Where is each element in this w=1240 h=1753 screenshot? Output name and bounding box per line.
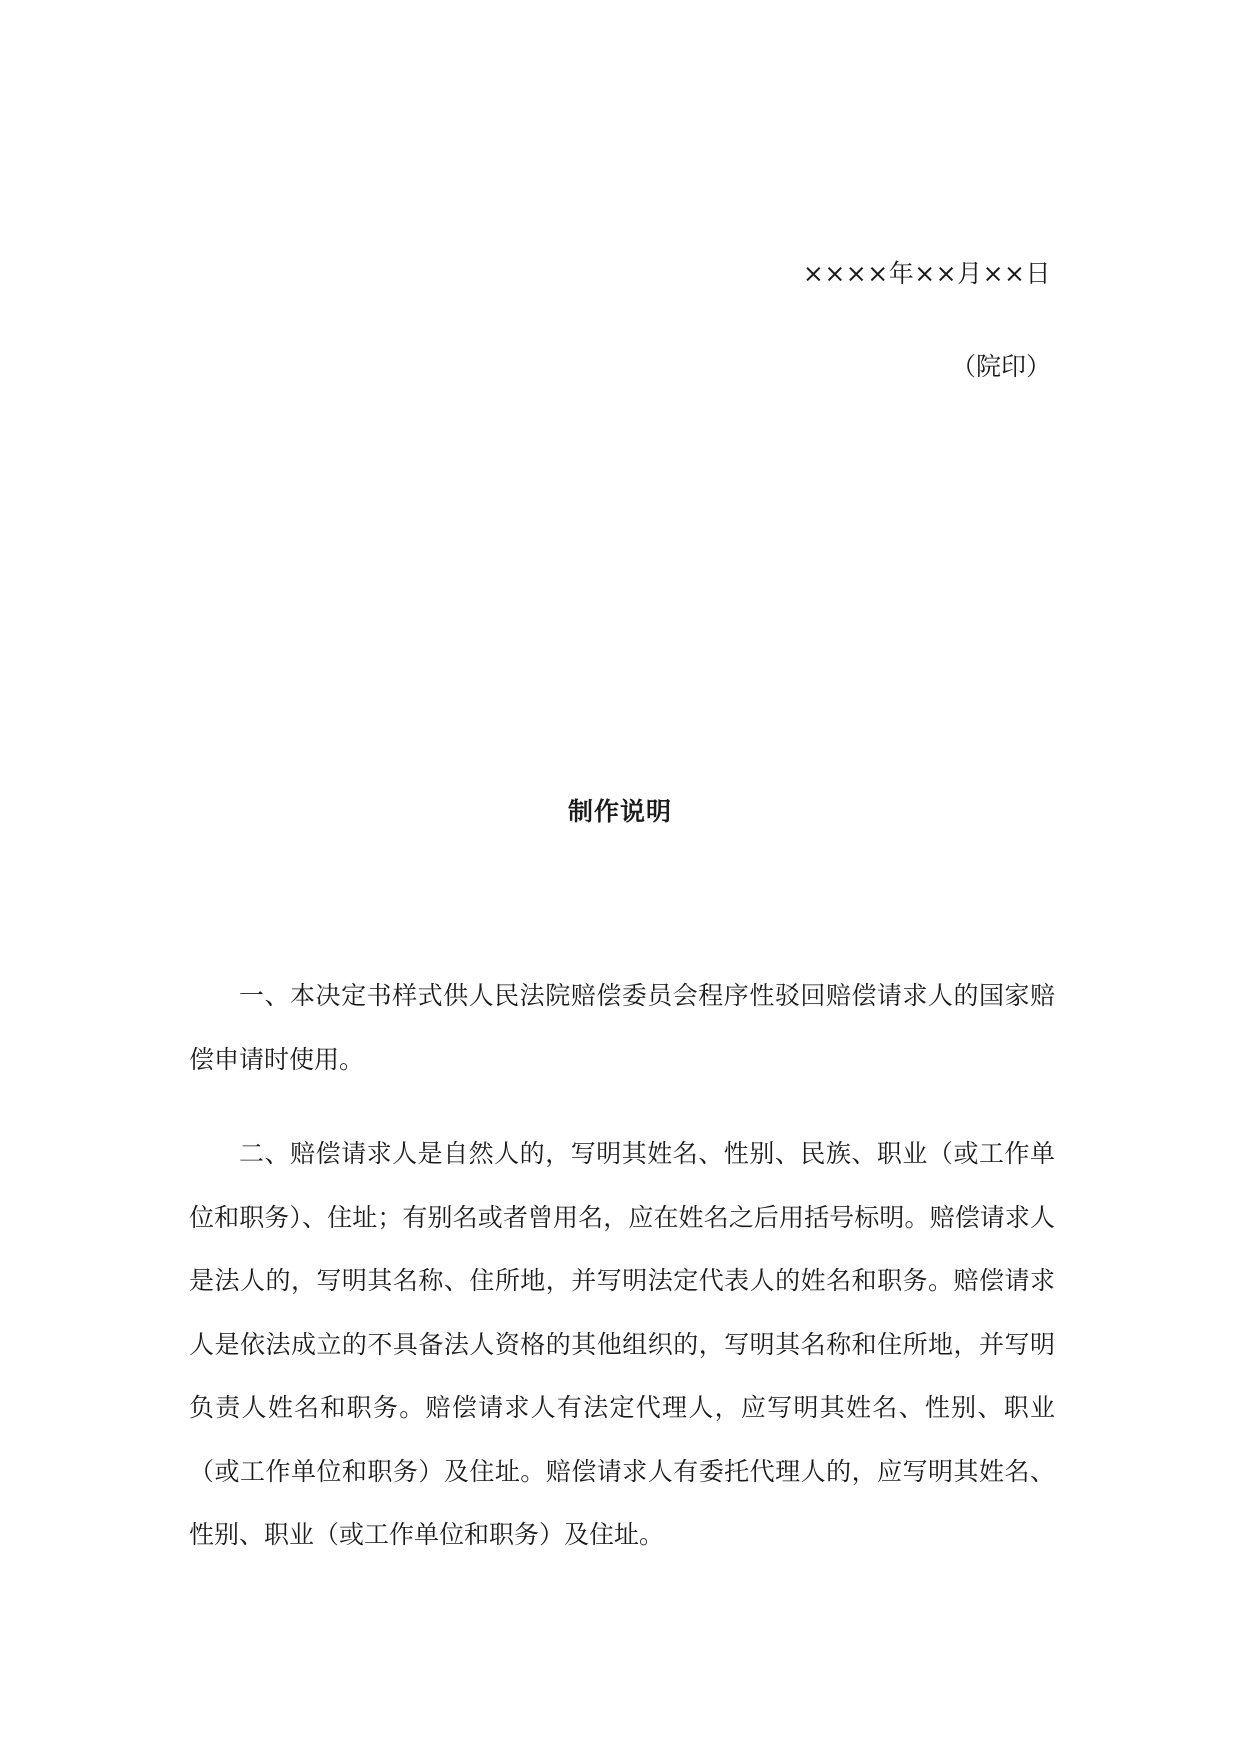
decision-date: ××××年××月××日	[802, 259, 1051, 288]
court-seal-placeholder: （院印）	[950, 352, 1051, 381]
instruction-paragraph-1: 一、本决定书样式供人民法院赔偿委员会程序性驳回赔偿请求人的国家赔偿申请时使用。	[189, 981, 1055, 1074]
instruction-paragraph-2: 二、赔偿请求人是自然人的，写明其姓名、性别、民族、职业（或工作单位和职务）、住址；有别名或者曾用名，应在姓名之后用括号标明。赔偿请求人是法人的，写明其名称、住所地，并写明法定代表人的姓名和职务。赔偿请求人是依法成立的不具备法人资格的其他组织的，写明其名称和住所地，并写明负责人姓名和职务。赔偿请求人有法定代理人，应写明其姓名、性别、职业（或工作单位和职务）及住址。赔偿请求人有委托代理人的，应写明其姓名、性别、职业（或工作单位和职务）及住址。	[189, 1139, 1055, 1549]
section-title: 制作说明	[567, 797, 672, 826]
